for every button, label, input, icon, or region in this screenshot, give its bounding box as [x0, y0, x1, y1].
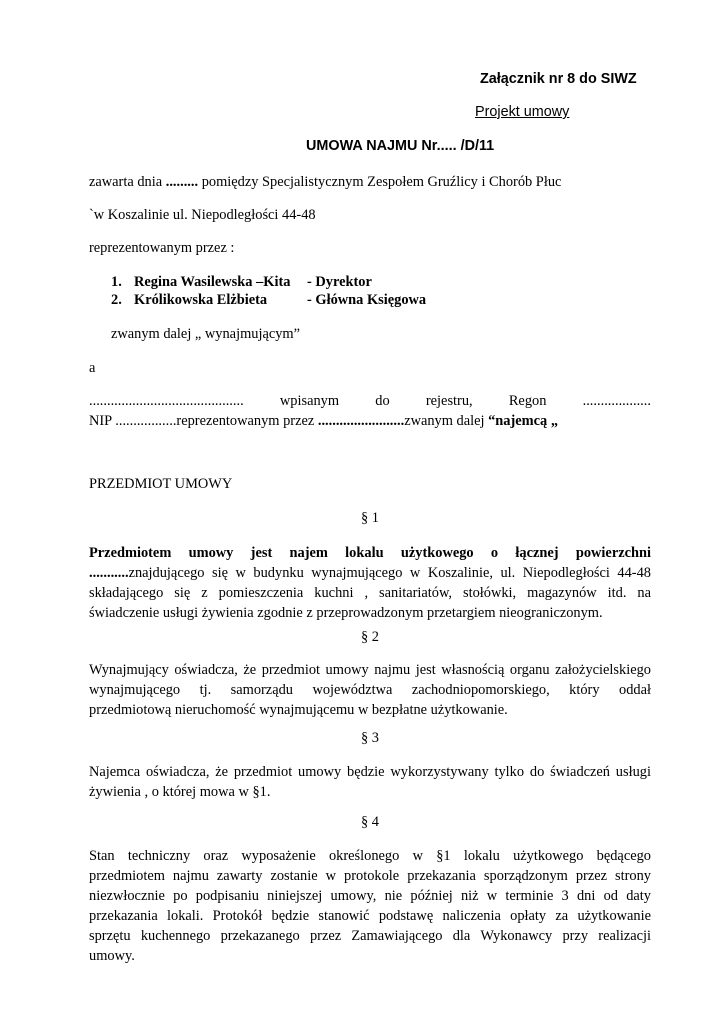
word: rejestru, [425, 393, 473, 409]
person-number: 1. [111, 274, 122, 290]
section-line: przedmiotową nieruchomość wynajmującemu w bezpłatne użytkowanie. [89, 702, 508, 718]
section-line: Najemca oświadcza, że przedmiot umowy będzie wykorzystywany tylko do świadczeń usługi [89, 764, 651, 780]
section-line: Przedmiotem umowy jest najem lokalu użytkowego o łącznej powierzchni [89, 545, 651, 561]
section-line: niezwłocznie po podpisaniu niniejszej umowy, nie później niż w terminie 3 dni od daty [89, 888, 651, 904]
person-number: 2. [111, 292, 122, 308]
person-item [111, 290, 427, 310]
section-line: przekazania lokali. Protokół będzie stanowić podstawę naliczenia opłaty za użytkowanie [89, 908, 651, 924]
intro-text-a: zawarta dnia [89, 174, 166, 190]
section-line: żywienia , o której mowa w §1. [89, 784, 271, 800]
contract-title: UMOWA NAJMU Nr..... /D/11 [306, 138, 495, 154]
area-placeholder: ........... [89, 565, 129, 581]
person-item [111, 272, 372, 292]
section-line-rest: znajdującego się w budynku wynajmującego w Koszalinie, ul. Niepodległości 44-48 [128, 565, 651, 581]
section-mark: § 1 [361, 510, 379, 526]
section-line: Wynajmujący oświadcza, że przedmiot umowy najmu jest własnością organu założycielskiego [89, 662, 651, 678]
tenant-line-1 [89, 391, 651, 411]
section-line: Stan techniczny oraz wyposażenie określonego w §1 lokalu użytkowego będącego [89, 848, 651, 864]
word: wpisanym [279, 393, 340, 409]
section-line: sprzętu kuchennego przekazanego przez Zamawiającego dla Wykonawcy przy realizacji [89, 928, 651, 944]
tenant-name-placeholder: ........................................... [89, 393, 244, 409]
section-mark: § 2 [361, 629, 379, 645]
tenant-role: “najemcą „ [488, 413, 559, 429]
section-line [89, 563, 651, 583]
section-mark: § 4 [361, 814, 379, 830]
section-1-body [89, 543, 651, 623]
section-mark: § 3 [361, 730, 379, 746]
section-4-body [89, 846, 651, 966]
representative-placeholder: ........................ [317, 413, 405, 429]
person-role: - Dyrektor [307, 274, 372, 290]
word: do [375, 393, 390, 409]
subject-heading: PRZEDMIOT UMOWY [89, 476, 233, 492]
person-name: Regina Wasilewska –Kita [134, 274, 291, 290]
section-line: przedmiotem najmu zawarty zostanie w protokole przekazania sporządzonym przez strony [89, 868, 651, 884]
person-role: - Główna Księgowa [307, 292, 427, 308]
draft-label: Projekt umowy [475, 104, 570, 120]
word: Regon [508, 393, 547, 409]
landlord-alias: zwanym dalej „ wynajmującym” [111, 326, 301, 342]
intro-line-2: `w Koszalinie ul. Niepodległości 44-48 [89, 207, 316, 223]
intro-line-1 [89, 172, 561, 192]
attachment-label: Załącznik nr 8 do SIWZ [480, 71, 637, 87]
tenant-line-2 [89, 411, 651, 431]
intro-text-b: pomiędzy Specjalistycznym Zespołem Gruźlicy i Chorób Płuc [198, 174, 562, 190]
section-2-body [89, 660, 651, 720]
section-3-body [89, 762, 651, 802]
section-line: składającego się z pomieszczenia kuchni , sanitariatów, stołówki, magazynów itd. na [89, 585, 651, 601]
nip-text: NIP .................reprezentowanym przez [89, 413, 318, 429]
represented-by: reprezentowanym przez : [89, 240, 235, 256]
conjunction-and: a [89, 360, 96, 376]
regon-placeholder: ................... [582, 393, 651, 409]
tenant-called: zwanym dalej [404, 413, 489, 429]
person-name: Królikowska Elżbieta [134, 292, 268, 308]
section-line: wynajmującego tj. samorządu województwa zachodniopomorskiego, który oddał [89, 682, 651, 698]
section-line: umowy. [89, 948, 135, 964]
date-placeholder: ......... [165, 174, 199, 190]
section-line: świadczenie usługi żywienia zgodnie z przeprowadzonym przetargiem nieograniczonym. [89, 605, 603, 621]
tenant-block [89, 391, 651, 431]
